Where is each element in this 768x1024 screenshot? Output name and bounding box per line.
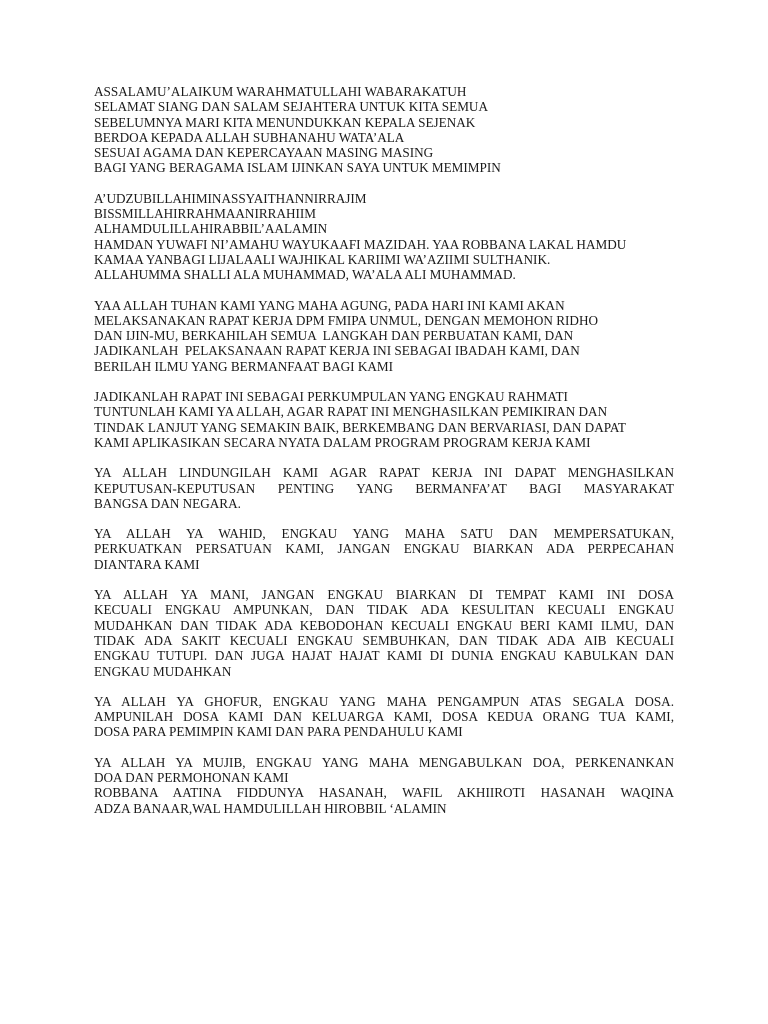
paragraph xyxy=(94,84,674,176)
paragraph xyxy=(94,587,674,679)
text-line: KECUALI ENGKAU AMPUNKAN, DAN TIDAK ADA KESULITAN KECUALI ENGKAU xyxy=(94,602,674,618)
text-line: PERKUATKAN PERSATUAN KAMI, JANGAN ENGKAU BIARKAN ADA PERPECAHAN xyxy=(94,541,674,557)
text-line: JADIKANLAH PELAKSANAAN RAPAT KERJA INI SEBAGAI IBADAH KAMI, DAN xyxy=(94,343,580,359)
text-line: ADZA BANAAR,WAL HAMDULILLAH HIROBBIL ‘ALAMIN xyxy=(94,800,447,816)
text-line: MELAKSANAKAN RAPAT KERJA DPM FMIPA UNMUL, DENGAN MEMOHON RIDHO xyxy=(94,312,598,328)
text-line: YA ALLAH YA MUJIB, ENGKAU YANG MAHA MENGABULKAN DOA, PERKENANKAN xyxy=(94,754,674,770)
text-line: BISSMILLAHIRRAHMAANIRRAHIIM xyxy=(94,206,316,222)
paragraph xyxy=(94,389,674,450)
text-line: MUDAHKAN DAN TIDAK ADA KEBODOHAN KECUALI ENGKAU BERI KAMI ILMU, DAN xyxy=(94,617,674,633)
text-line: BANGSA DAN NEGARA. xyxy=(94,495,241,511)
paragraph xyxy=(94,298,674,374)
paragraph xyxy=(94,694,674,740)
paragraph xyxy=(94,465,674,511)
text-line: JADIKANLAH RAPAT INI SEBAGAI PERKUMPULAN YANG ENGKAU RAHMATI xyxy=(94,389,568,405)
text-line: YAA ALLAH TUHAN KAMI YANG MAHA AGUNG, PADA HARI INI KAMI AKAN xyxy=(94,297,565,313)
paragraph xyxy=(94,526,674,572)
text-line: YA ALLAH LINDUNGILAH KAMI AGAR RAPAT KERJA INI DAPAT MENGHASILKAN xyxy=(94,465,674,481)
text-line: BERILAH ILMU YANG BERMANFAAT BAGI KAMI xyxy=(94,358,394,374)
text-line: A’UDZUBILLAHIMINASSYAITHANNIRRAJIM xyxy=(94,190,367,206)
text-line: HAMDAN YUWAFI NI’AMAHU WAYUKAAFI MAZIDAH. YAA ROBBANA LAKAL HAMDU xyxy=(94,236,627,252)
text-line: TINDAK LANJUT YANG SEMAKIN BAIK, BERKEMBANG DAN BERVARIASI, DAN DAPAT xyxy=(94,419,626,435)
text-line: DAN IJIN-MU, BERKAHILAH SEMUA LANGKAH DAN PERBUATAN KAMI, DAN xyxy=(94,328,574,344)
text-line: KAMAA YANBAGI LIJALAALI WAJHIKAL KARIIMI WA’AZIIMI SULTHANIK. xyxy=(94,251,551,267)
text-line: ALLAHUMMA SHALLI ALA MUHAMMAD, WA’ALA ALI MUHAMMAD. xyxy=(94,267,516,283)
text-line: KEPUTUSAN-KEPUTUSAN PENTING YANG BERMANFA’AT BAGI MASYARAKAT xyxy=(94,480,674,496)
text-line: BAGI YANG BERAGAMA ISLAM IJINKAN SAYA UNTUK MEMIMPIN xyxy=(94,160,501,176)
text-line: DIANTARA KAMI xyxy=(94,556,200,572)
text-line: ENGKAU TUTUPI. DAN JUGA HAJAT HAJAT KAMI DI DUNIA ENGKAU KABULKAN DAN xyxy=(94,648,674,664)
text-line: SELAMAT SIANG DAN SALAM SEJAHTERA UNTUK KITA SEMUA xyxy=(94,99,488,115)
paragraph xyxy=(94,755,674,816)
text-line: BERDOA KEPADA ALLAH SUBHANAHU WATA’ALA xyxy=(94,129,405,145)
text-line: SESUAI AGAMA DAN KEPERCAYAAN MASING MASING xyxy=(94,145,434,161)
text-line: YA ALLAH YA GHOFUR, ENGKAU YANG MAHA PENGAMPUN ATAS SEGALA DOSA. xyxy=(94,693,674,709)
text-line: YA ALLAH YA MANI, JANGAN ENGKAU BIARKAN DI TEMPAT KAMI INI DOSA xyxy=(94,587,674,603)
document-page xyxy=(94,84,674,831)
text-line: ROBBANA AATINA FIDDUNYA HASANAH, WAFIL AKHIIROTI HASANAH WAQINA xyxy=(94,785,674,801)
paragraph xyxy=(94,191,674,283)
text-line: TIDAK ADA SAKIT KECUALI ENGKAU SEMBUHKAN, DAN TIDAK ADA AIB KECUALI xyxy=(94,632,674,648)
text-line: ALHAMDULILLAHIRABBIL’AALAMIN xyxy=(94,221,328,237)
text-line: DOA DAN PERMOHONAN KAMI xyxy=(94,769,289,785)
text-line: ASSALAMU’ALAIKUM WARAHMATULLAHI WABARAKATUH xyxy=(94,84,467,99)
text-line: DOSA PARA PEMIMPIN KAMI DAN PARA PENDAHULU KAMI xyxy=(94,724,463,740)
text-line: AMPUNILAH DOSA KAMI DAN KELUARGA KAMI, DOSA KEDUA ORANG TUA KAMI, xyxy=(94,709,674,725)
text-line: YA ALLAH YA WAHID, ENGKAU YANG MAHA SATU DAN MEMPERSATUKAN, xyxy=(94,526,674,542)
text-line: TUNTUNLAH KAMI YA ALLAH, AGAR RAPAT INI MENGHASILKAN PEMIKIRAN DAN xyxy=(94,404,608,420)
text-line: KAMI APLIKASIKAN SECARA NYATA DALAM PROGRAM PROGRAM KERJA KAMI xyxy=(94,434,591,450)
text-line: SEBELUMNYA MARI KITA MENUNDUKKAN KEPALA SEJENAK xyxy=(94,114,476,130)
text-line: ENGKAU MUDAHKAN xyxy=(94,663,232,679)
